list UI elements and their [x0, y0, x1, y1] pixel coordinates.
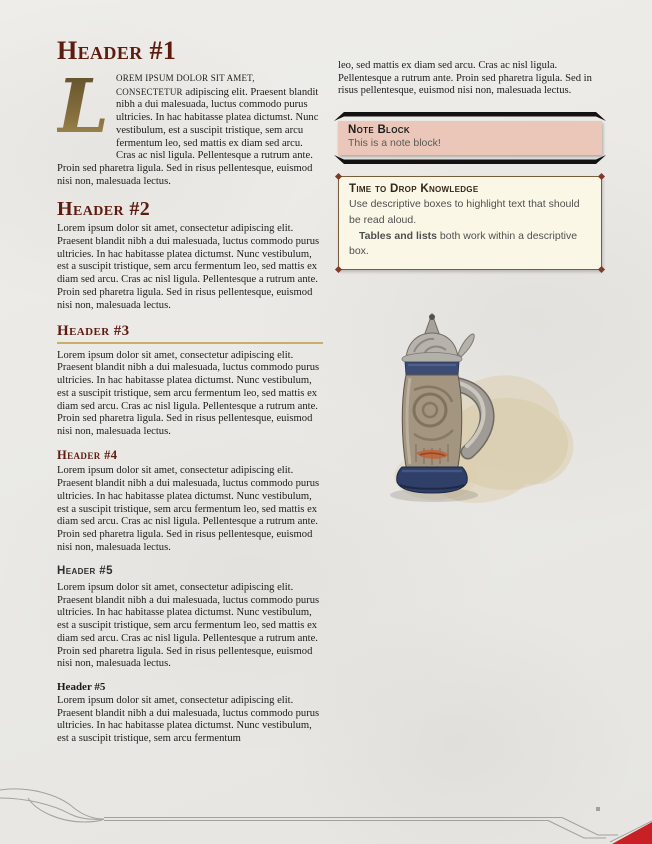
descriptive-box-line2-rest: both work within a descriptive box. [349, 229, 578, 258]
descriptive-box-bold-lead: Tables and lists [359, 229, 437, 242]
beer-stein-illustration [354, 304, 594, 514]
corner-dot-icon [335, 173, 342, 180]
intro-body-text: adipiscing elit. Praesent blandit nibh a dui malesuada, luctus commodo purus ultricies. In hac habitasse platea dictumst. Nunc vestibulum, est a suscipit tristique, sem arcu fermentum leo, sed mattis ex diam sed arcu. Cras ac nisl ligula. Pellentesque a rutrum ante. Proin sed pharetra ligula. Sed in risus pellentesque, euismod nisi non, malesuada lectus. [57, 86, 319, 187]
footer-decoration [0, 784, 652, 844]
section-heading-4: Header #4 [57, 447, 118, 462]
note-block-top-border [334, 112, 606, 121]
descriptive-box-line1: Use descriptive boxes to highlight text that should be read aloud. [349, 198, 580, 226]
section-paragraph-truncated: Lorem ipsum dolor sit amet, consectetur adipiscing elit. Praesent blandit nibh a dui malesuada, luctus commodo purus ultricies. In hac habitasse platea dictumst. Nunc vestibulum, est a suscipit tristique, sem arcu fermentum [57, 695, 320, 745]
section-paragraph: Lorem ipsum dolor sit amet, consectetur adipiscing elit. Praesent blandit nibh a dui malesuada, luctus commodo purus ultricies. In hac habitasse platea dictumst. Nunc vestibulum, est a suscipit tristique, sem arcu fermentum leo, sed mattis ex diam sed arcu. Cras ac nisl ligula. Pellentesque a rutrum ante. Proin sed pharetra ligula. Sed in risus pellentesque, euismod nisi non, malesuada lectus. [57, 465, 320, 553]
footer-red-triangle [612, 822, 652, 844]
section-heading-3: Header #3 [57, 323, 323, 344]
corner-dot-icon [335, 266, 342, 273]
section-paragraph: Lorem ipsum dolor sit amet, consectetur adipiscing elit. Praesent blandit nibh a dui malesuada, luctus commodo purus ultricies. In hac habitasse platea dictumst. Nunc vestibulum, est a suscipit tristique, sem arcu fermentum leo, sed mattis ex diam sed arcu. Cras ac nisl ligula. Pellentesque a rutrum ante. Proin sed pharetra ligula. Sed in risus pellentesque, euismod nisi non, malesuada lectus. [57, 581, 320, 670]
intro-paragraph [57, 64, 323, 188]
note-block-body [338, 121, 602, 155]
descriptive-box [338, 176, 602, 270]
section-paragraph: Lorem ipsum dolor sit amet, consectetur adipiscing elit. Praesent blandit nibh a dui malesuada, luctus commodo purus ultricies. In hac habitasse platea dictumst. Nunc vestibulum, est a suscipit tristique, sem arcu fermentum leo, sed mattis ex diam sed arcu. Cras ac nisl ligula. Pellentesque a rutrum ante. Proin sed pharetra ligula. Sed in risus pellentesque, euismod nisi non, malesuada lectus. [57, 349, 320, 437]
right-column [338, 60, 602, 514]
note-block-title: Note Block [348, 124, 410, 137]
section-paragraph: Lorem ipsum dolor sit amet, consectetur adipiscing elit. Praesent blandit nibh a dui malesuada, luctus commodo purus ultricies. In hac habitasse platea dictumst. Nunc vestibulum, est a suscipit tristique, sem arcu fermentum leo, sed mattis ex diam sed arcu. Cras ac nisl ligula. Pellentesque a rutrum ante. Proin sed pharetra ligula. Sed in risus pellentesque, euismod nisi non, malesuada lectus. [57, 223, 320, 311]
footer-leaf-flourish [0, 789, 104, 819]
beer-stein-image [354, 304, 594, 514]
section-heading-5: Header #5 [57, 565, 113, 578]
lead-smallcaps-text: OREM IPSUM DOLOR SIT AMET, CONSECTETUR [116, 73, 255, 97]
continuation-paragraph: leo, sed mattis ex diam sed arcu. Cras ac nisl ligula. Pellentesque a rutrum ante. Proin sed pharetra ligula. Sed in risus pellentesque, euismod nisi non, malesuada lectus. [338, 60, 592, 97]
note-block-text: This is a note block! [348, 137, 441, 150]
drop-cap: L [57, 74, 109, 158]
footer-square-dot [596, 807, 600, 811]
note-block [338, 112, 602, 164]
descriptive-box-text [349, 197, 591, 260]
section-heading-2: Header #2 [57, 198, 151, 221]
descriptive-box-title: Time to Drop Knowledge [349, 183, 479, 196]
corner-dot-icon [598, 266, 605, 273]
left-column [57, 38, 323, 802]
corner-dot-icon [598, 173, 605, 180]
note-block-bottom-border [334, 155, 606, 164]
section-heading-6: Header #5 [57, 680, 106, 693]
descriptive-box-line2 [349, 229, 591, 261]
section-heading-1: Header #1 [57, 38, 177, 65]
